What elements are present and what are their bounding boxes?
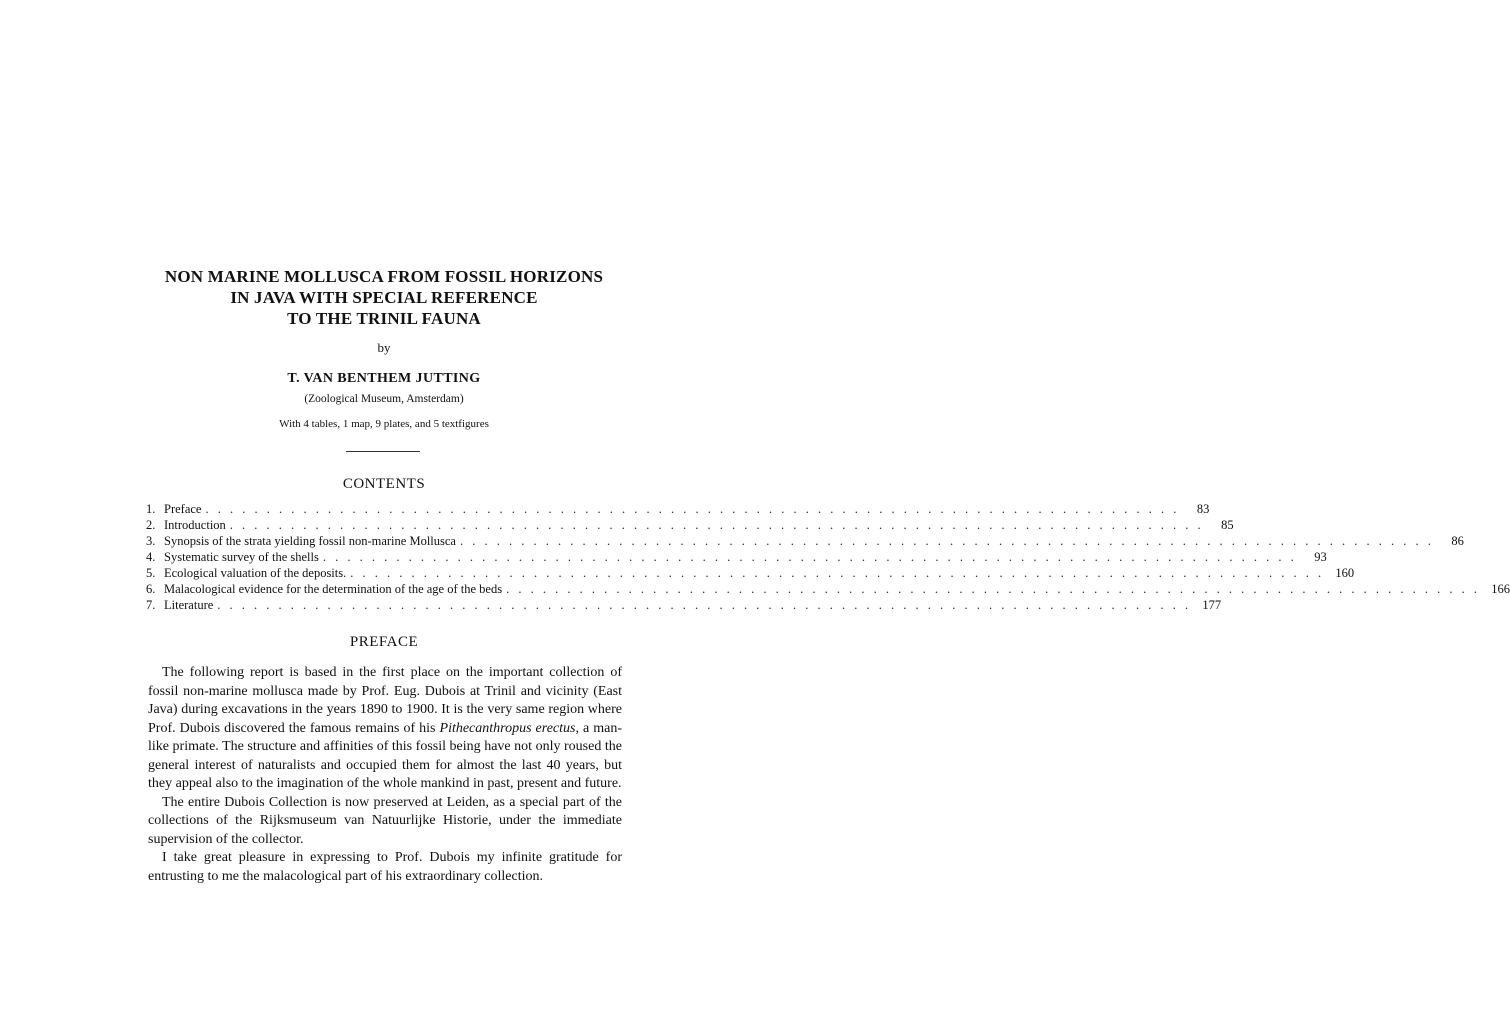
preface-heading: PREFACE	[349, 634, 419, 650]
toc-page: 93	[1314, 550, 1327, 564]
toc-title: Synopsis of the strata yielding fossil non-marine Mollusca	[164, 534, 456, 548]
toc-number: 4.	[146, 550, 156, 564]
extent-note: With 4 tables, 1 map, 9 plates, and 5 textfigures	[279, 418, 489, 430]
paragraph: The entire Dubois Collection is now preserved at Leiden, as a special part of the collections of the Rijksmuseum van Natuurlijke Historie, under the immediate supervision of the collector.	[148, 794, 622, 847]
toc-title: Malacological evidence for the determination of the age of the beds	[164, 582, 503, 596]
toc-item-systematic-survey[interactable]	[146, 550, 1327, 566]
paragraph	[148, 664, 622, 794]
title-line: TO THE TRINIL FAUNA	[287, 309, 481, 328]
toc-leader: . . . . . . . . . . . . . . . . . . . . . . . . . . . . . . . . . . . . . . . . . . . . . . . . . . . . . . . . . . . . . . . . . . . . . . . . . . . . . . . .	[350, 566, 1325, 580]
toc-item-introduction[interactable]	[146, 518, 1234, 534]
toc-title: Literature	[164, 598, 214, 612]
toc-leader: . . . . . . . . . . . . . . . . . . . . . . . . . . . . . . . . . . . . . . . . . . . . . . . . . . . . . . . . . . . . . . . . . . . . . . . . . . . . . . . .	[205, 502, 1180, 516]
contents-heading: CONTENTS	[342, 476, 426, 492]
toc-title: Introduction	[164, 518, 226, 532]
toc-page: 83	[1196, 502, 1210, 516]
table-of-contents	[146, 502, 1510, 614]
toc-item-literature[interactable]	[146, 598, 1222, 614]
toc-item-synopsis[interactable]	[146, 534, 1464, 550]
toc-page: 160	[1335, 566, 1355, 580]
paragraph: I take great pleasure in expressing to Prof. Dubois my infinite gratitude for entrusting to me the malacological part of his extraordinary collection.	[148, 850, 622, 884]
paragraph-text: , a man-like primate. The structure and affinities of this fossil being have not only roused the general interest of naturalists and occupied them for almost the last 40 years, but they appeal also to the imagination of the whole mankind in past, present and future.	[148, 720, 623, 791]
toc-number: 2.	[146, 518, 156, 532]
toc-number: 6.	[146, 582, 156, 596]
toc-item-malacological-evidence[interactable]	[146, 582, 1510, 598]
toc-item-preface[interactable]	[146, 502, 1210, 518]
toc-number: 5.	[146, 566, 156, 580]
toc-title: Systematic survey of the shells	[164, 550, 319, 564]
title-line: NON MARINE MOLLUSCA FROM FOSSIL HORIZONS	[164, 267, 604, 286]
toc-leader: . . . . . . . . . . . . . . . . . . . . . . . . . . . . . . . . . . . . . . . . . . . . . . . . . . . . . . . . . . . . . . . . . . . . . . . . . . . . . . . .	[506, 582, 1480, 596]
species-name: Pithecanthropus erectus	[439, 720, 576, 736]
toc-page: 166	[1491, 582, 1510, 596]
toc-leader: . . . . . . . . . . . . . . . . . . . . . . . . . . . . . . . . . . . . . . . . . . . . . . . . . . . . . . . . . . . . . . . . . . . . . . . . . . . . . . . .	[459, 534, 1434, 548]
toc-number: 7.	[146, 598, 156, 612]
toc-title: Ecological valuation of the deposits.	[164, 566, 347, 580]
article-title	[0, 266, 768, 329]
toc-leader: . . . . . . . . . . . . . . . . . . . . . . . . . . . . . . . . . . . . . . . . . . . . . . . . . . . . . . . . . . . . . . . . . . . . . . . . . . . . . . . .	[322, 550, 1297, 564]
byline: by	[377, 340, 391, 355]
toc-leader: . . . . . . . . . . . . . . . . . . . . . . . . . . . . . . . . . . . . . . . . . . . . . . . . . . . . . . . . . . . . . . . . . . . . . . . . . . . . . . . .	[217, 598, 1192, 612]
title-line: IN JAVA WITH SPECIAL REFERENCE	[230, 288, 538, 307]
toc-page: 86	[1451, 534, 1464, 548]
toc-title: Preface	[164, 502, 202, 516]
toc-page: 177	[1202, 598, 1222, 612]
preface-body	[148, 664, 622, 886]
paragraph-text: The following report is based in the first place on the important collection of fossil non-marine mollusca made by Prof. Eug. Dubois at Trinil and vicinity (East Java) during excavations in the years 1890 to 1900. It is the very same region where Prof. Dubois discovered the famous remains of his	[148, 665, 622, 736]
toc-number: 3.	[146, 534, 156, 548]
toc-number: 1.	[146, 502, 156, 516]
toc-item-ecological-valuation[interactable]	[146, 566, 1355, 582]
divider-rule	[346, 451, 420, 452]
toc-page: 85	[1221, 518, 1234, 532]
author-affiliation: (Zoological Museum, Amsterdam)	[304, 393, 464, 405]
toc-leader: . . . . . . . . . . . . . . . . . . . . . . . . . . . . . . . . . . . . . . . . . . . . . . . . . . . . . . . . . . . . . . . . . . . . . . . . . . . . . . . .	[229, 518, 1204, 532]
author-name: T. VAN BENTHEM JUTTING	[287, 371, 481, 386]
